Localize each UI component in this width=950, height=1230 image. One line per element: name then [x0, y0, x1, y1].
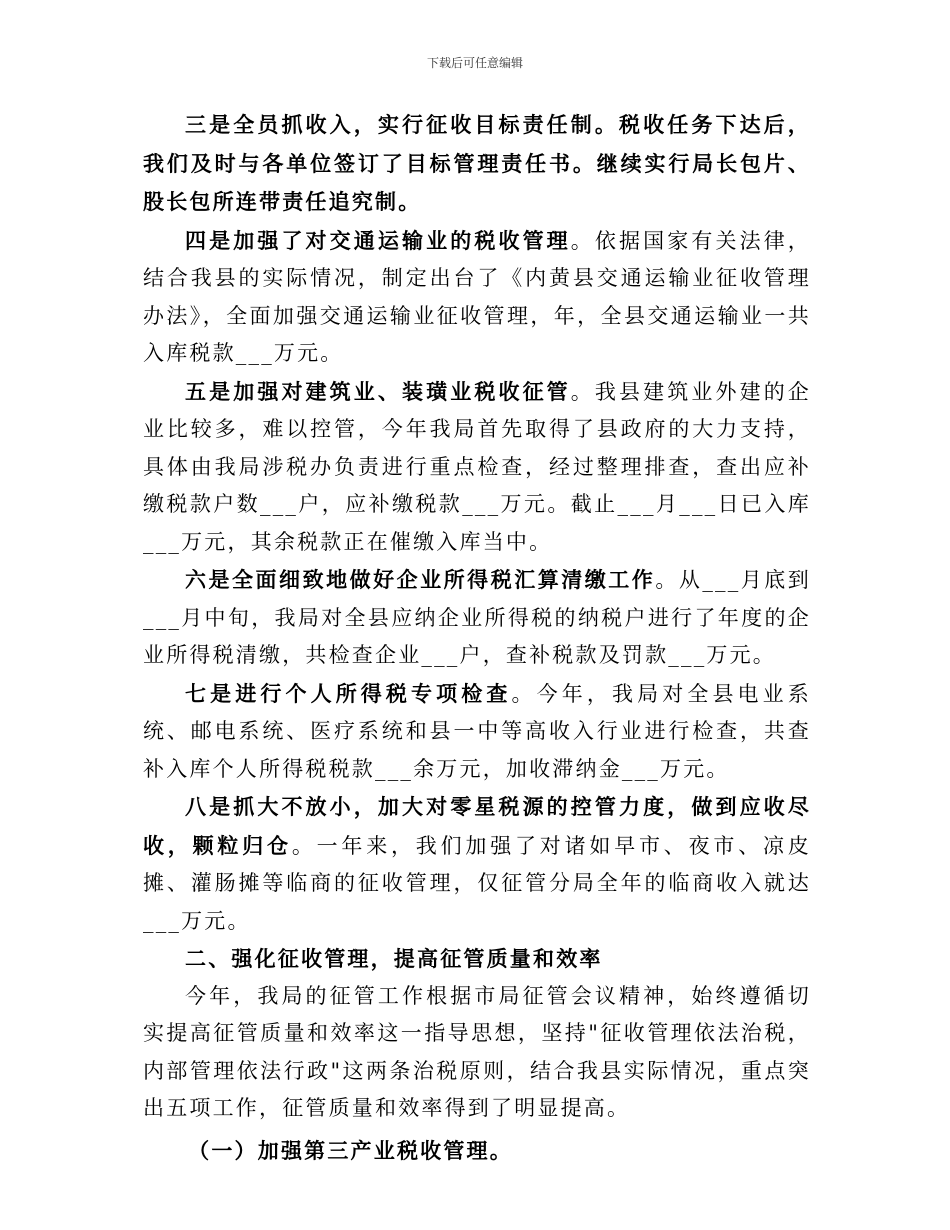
paragraph-body: 。依据国家有关法律，结合我县的实际情况，制定出台了《内黄县交通运输业征收管理办法》，全面加强交通运输业征收管理，年，全县交通运输业一共入库税款___万元。	[143, 228, 812, 365]
paragraph-item-4	[143, 222, 811, 373]
paragraph-lead: 六是全面细致地做好企业所得税汇算清缴工作	[185, 567, 656, 592]
paragraph-item-7	[143, 675, 811, 789]
paragraph-body: 。我县建筑业外建的企业比较多，难以控管，今年我局首先取得了县政府的大力支持，具体由我局涉税办负责进行重点检查，经过整理排查，查出应补缴税款户数___户，应补缴税款___万元。截止___月___日已入库___万元，其余税款正在催缴入库当中。	[143, 379, 812, 554]
paragraph-lead: 七是进行个人所得税专项检查	[185, 680, 512, 706]
paragraph-body: 。今年，我局对全县电业系统、邮电系统、医疗系统和县一中等高收入行业进行检查，共查补入库个人所得税税款___余万元，加收滞纳金___万元。	[143, 681, 811, 781]
paragraph-lead: 三是全员抓收入，实行征收目标责任制。税收任务下达后，我们及时与各单位签订了目标管理责任书。继续实行局长包片、股长包所连带责任追究制。	[143, 112, 811, 214]
paragraph-lead: 五是加强对建筑业、装璜业税收征管	[185, 378, 571, 404]
paragraph-item-3	[143, 106, 811, 222]
paragraph-lead: 四是加强了对交通运输业的税收管理	[185, 227, 571, 253]
section-heading: 二、强化征收管理，提高征管质量和效率	[185, 946, 603, 971]
paragraph-item-5	[143, 373, 811, 562]
section-body-paragraph: 今年，我局的征管工作根据市局征管会议精神，始终遵循切实提高征管质量和效率这一指导思想，坚持"征收管理依法治税，内部管理依法行政"这两条治税原则，结合我县实际情况，重点突出五项工作，征管质量和效率得到了明显提高。	[143, 983, 811, 1120]
document-body	[143, 106, 811, 1169]
paragraph-lead: 八是抓大不放小，加大对零星税源的控管力度，做到应收尽收，颗粒归仓	[143, 794, 811, 858]
page-header-note: 下载后可任意编辑	[426, 56, 523, 70]
paragraph-item-6	[143, 561, 811, 675]
paragraph-body: 。一年来，我们加强了对诸如早市、夜市、凉皮摊、灌肠摊等临商的征收管理，仅征管分局全年的临商收入就达___万元。	[143, 833, 812, 933]
subsection-heading: （一）加强第三产业税收管理。	[188, 1137, 513, 1163]
paragraph-body: 。从___月底到___月中旬，我局对全县应纳企业所得税的纳税户进行了年度的企业所得税清缴，共检查企业___户，查补税款及罚款___万元。	[143, 568, 811, 667]
paragraph-item-8	[143, 788, 811, 940]
